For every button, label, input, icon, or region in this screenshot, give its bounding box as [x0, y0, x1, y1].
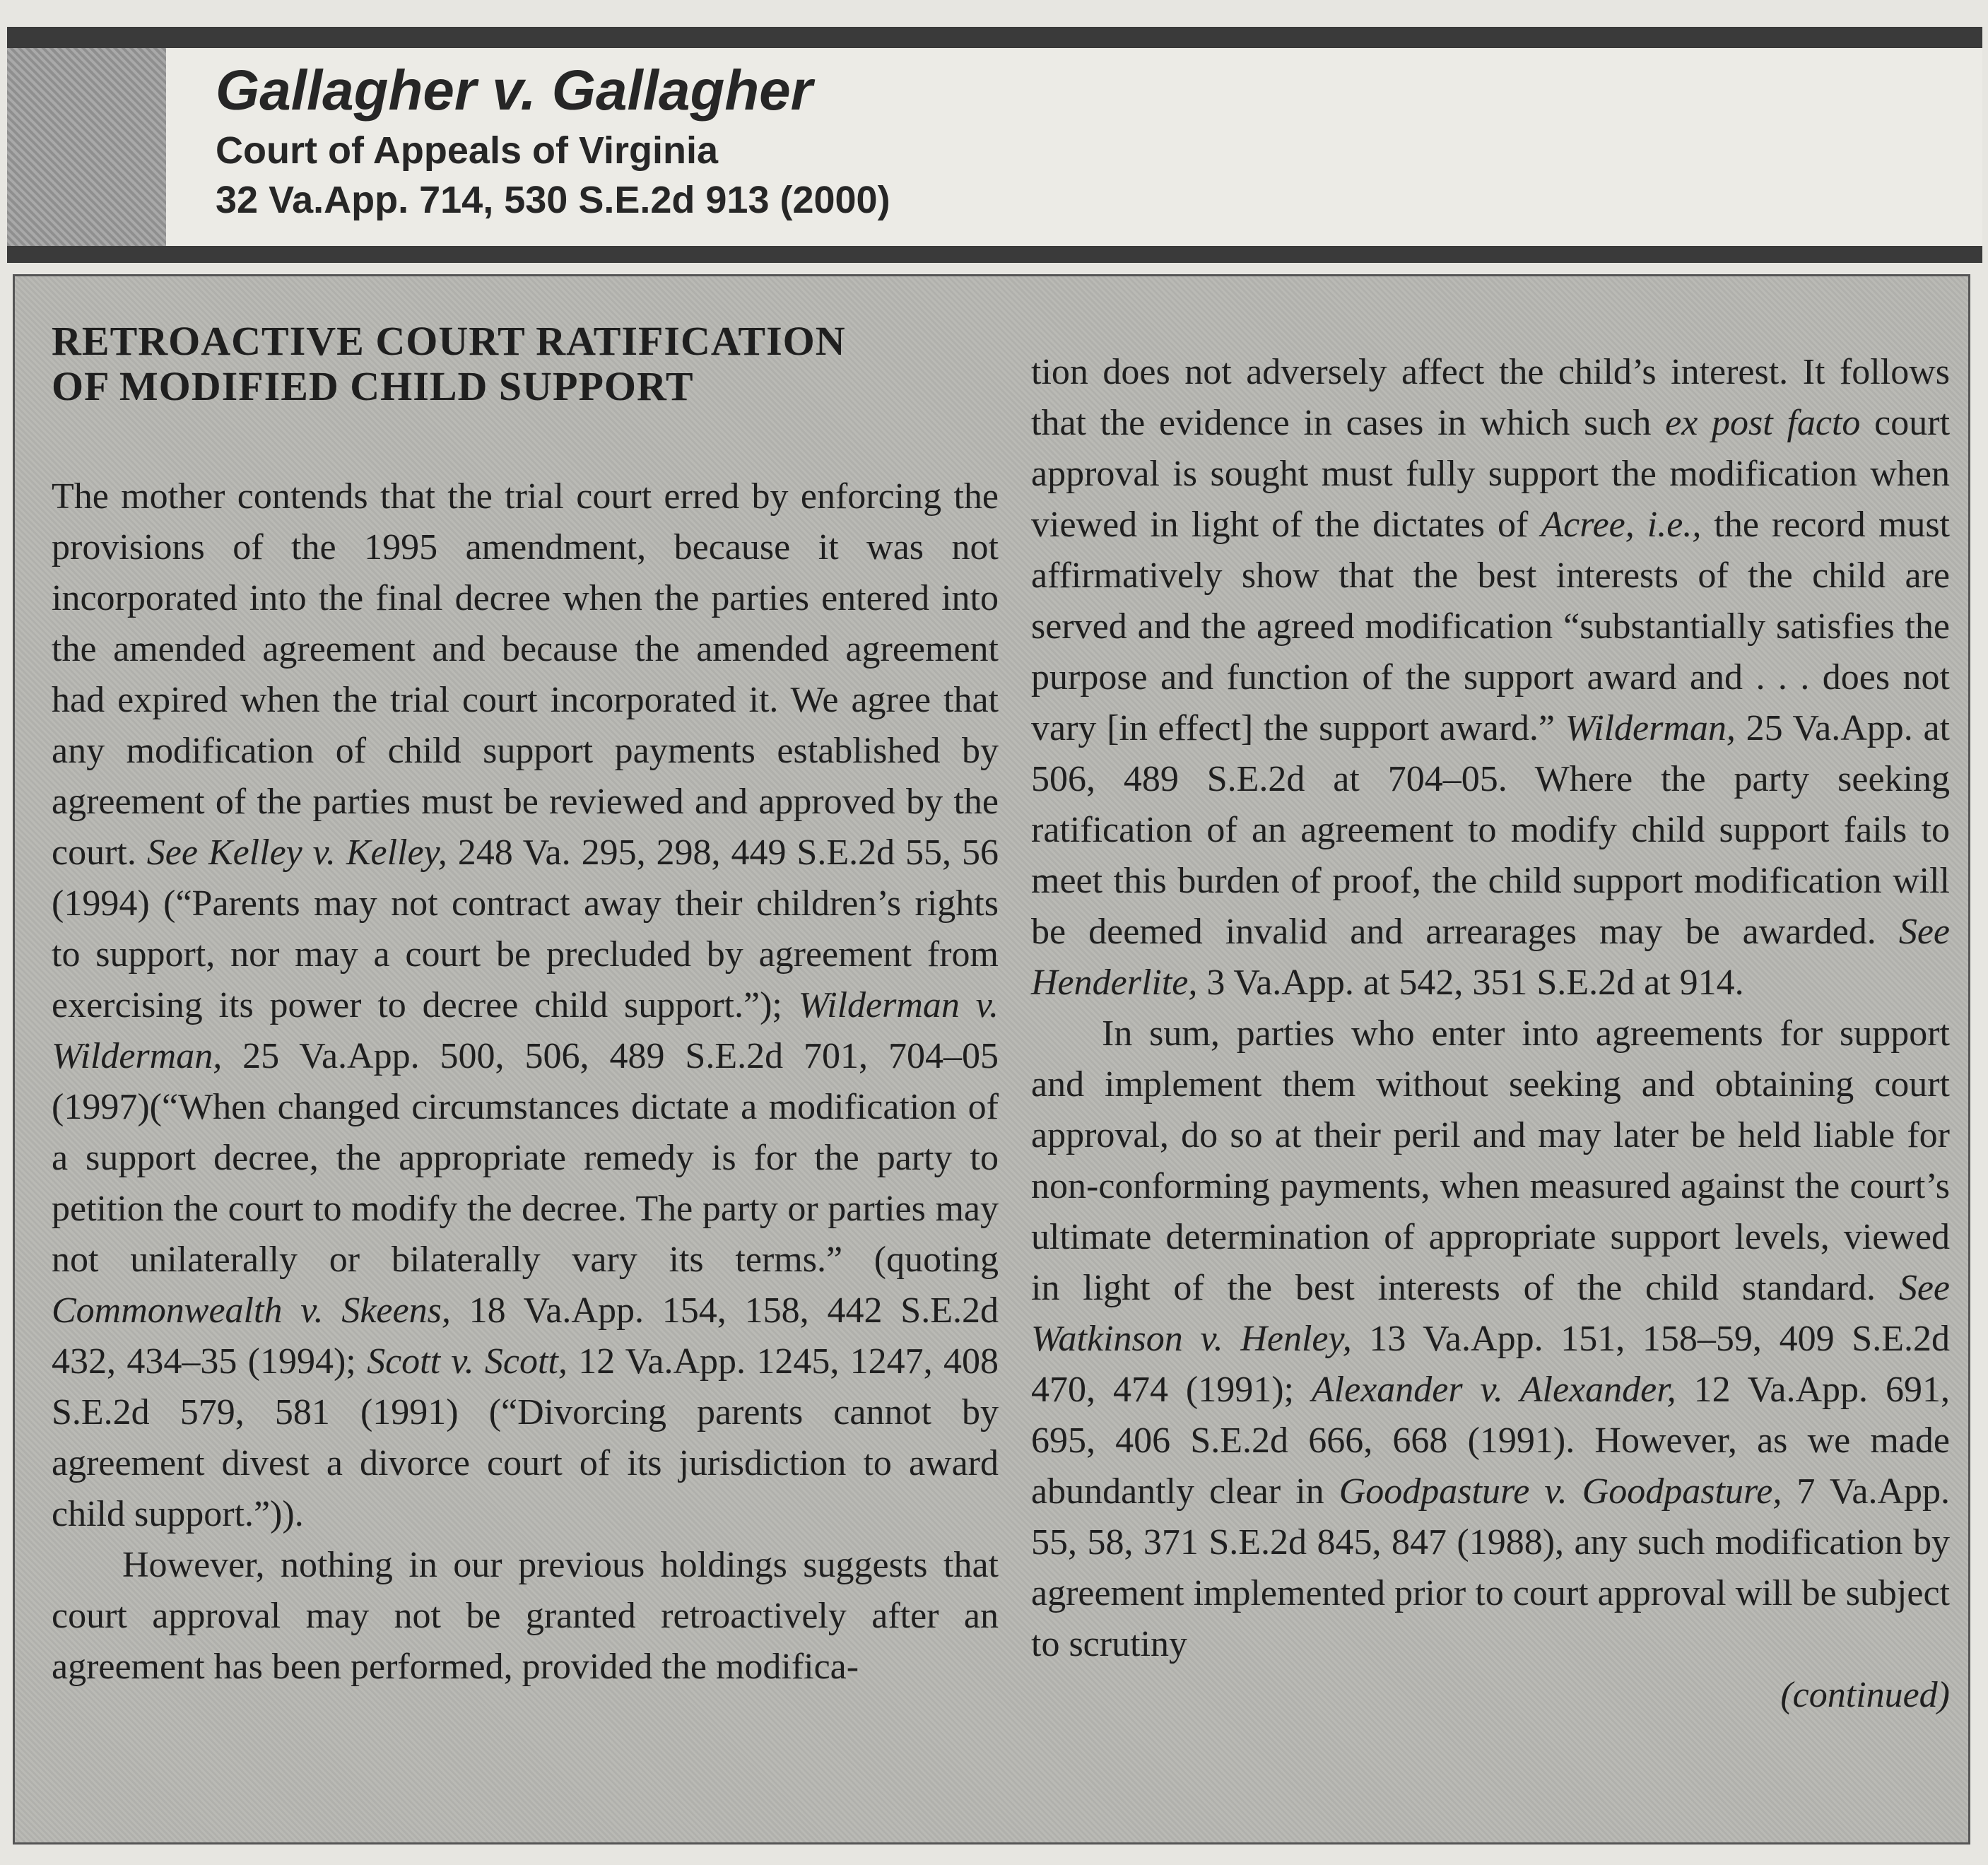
- header-bottom-rule: [7, 246, 1982, 263]
- text-run: The mother contends that the trial court erred by enforcing the provisions of the 1995 amendment, because it was not incorporated into the final decree when the parties entered into the amended agreement and because the amended agreement had expired when the trial court incorporated it. We agree that any modification of child support payments established by agreement of the parties must be reviewed and approved by the court.: [52, 476, 999, 873]
- latin-term: ex post facto: [1665, 403, 1861, 443]
- case-title: Gallagher v. Gallagher: [216, 59, 813, 122]
- text-run: 13 Va.App. 151, 158–59, 409 S.E.2d 470, 474 (1991);: [1031, 1319, 1950, 1410]
- header-stripe-decoration: [7, 48, 166, 246]
- text-run: 248 Va. 295, 298, 449 S.E.2d 55, 56 (1994) (“Parents may not contract away their children’s rights to support, nor may a court be precluded by agreement from exercising its power to decree child support.”);: [52, 833, 999, 1025]
- section-heading-line-1: RETROACTIVE COURT RATIFICATION: [52, 318, 846, 364]
- text-run: 25 Va.App. at 506, 489 S.E.2d at 704–05. Where the party seeking ratification of an agreement to modify child support fails to meet this burden of proof, the child support modification will be deemed invalid and arrearages may be awarded.: [1031, 708, 1950, 952]
- right-paragraph-2: [1031, 1008, 1950, 1670]
- continued-note: (continued): [1780, 1675, 1950, 1715]
- section-heading-line-2: OF MODIFIED CHILD SUPPORT: [52, 363, 694, 409]
- text-run: 12 Va.App. 691, 695, 406 S.E.2d 666, 668 (1991). However, as we made abundantly clear in: [1031, 1370, 1950, 1512]
- right-paragraph-1: [1031, 347, 1950, 1008]
- text-run: the record must affirmatively show that the best interests of the child are served and the agreed modification “substantially satisfies the purpose and function of the support award and . . . does not vary [in effect] the support award.”: [1031, 505, 1951, 748]
- text-run: tion does not adversely affect the child’s interest. It follows that the evidence in cases in which such: [1031, 352, 1950, 443]
- right-column: [1031, 347, 1950, 1721]
- case-header: [7, 48, 1982, 246]
- header-text-block: [216, 55, 890, 225]
- text-run: 25 Va.App. 500, 506, 489 S.E.2d 701, 704–05 (1997)(“When changed circumstances dictate a modification of a support decree, the appropriate remedy is for the party to petition the court to modify the decree. The party or parties may not unilaterally or bilaterally vary its terms.” (quoting: [52, 1036, 999, 1280]
- case-cite-wilderman-short: Wilderman,: [1565, 708, 1736, 748]
- text-run: 3 Va.App. at 542, 351 S.E.2d at 914.: [1197, 963, 1744, 1003]
- case-cite-wilderman: Wilderman v. Wilderman,: [52, 985, 999, 1076]
- case-cite-kelley: See Kelley v. Kelley,: [146, 833, 447, 873]
- case-cite-acree: Acree, i.e.,: [1541, 505, 1702, 545]
- case-cite-goodpasture: Goodpasture v. Goodpasture,: [1339, 1471, 1782, 1512]
- left-paragraph-1: [52, 471, 999, 1540]
- section-heading: [52, 319, 999, 409]
- court-name: Court of Appeals of Virginia: [216, 129, 719, 172]
- header-top-rule: [7, 27, 1982, 48]
- case-cite-watkinson: See Watkinson v. Henley,: [1031, 1268, 1950, 1359]
- case-citation: 32 Va.App. 714, 530 S.E.2d 913 (2000): [216, 179, 890, 221]
- case-excerpt-box: [13, 274, 1970, 1845]
- text-run: In sum, parties who enter into agreements for support and implement them without seeking and obtaining court approval, do so at their peril and may later be held liable for non-conforming payments, when measured against the court’s ultimate determination of appropriate support levels, viewed in light of the best interests of the child standard.: [1031, 1013, 1950, 1308]
- text-run: court approval is sought must fully support the modification when viewed in light of the dictates of: [1031, 403, 1951, 545]
- text-run: 18 Va.App. 154, 158, 442 S.E.2d 432, 434–35 (1994);: [52, 1290, 999, 1382]
- case-cite-alexander: Alexander v. Alexander,: [1311, 1370, 1676, 1410]
- text-run: 12 Va.App. 1245, 1247, 408 S.E.2d 579, 581 (1991) (“Divorcing parents cannot by agreement divest a divorce court of its jurisdiction to award child support.”)).: [52, 1341, 999, 1534]
- case-cite-scott: Scott v. Scott,: [367, 1341, 567, 1382]
- left-column: [52, 319, 999, 1693]
- left-paragraph-2: However, nothing in our previous holdings suggests that court approval may not be granted retroactively after an agreement has been performed, provided the modifica-: [52, 1545, 999, 1687]
- case-cite-skeens: Commonwealth v. Skeens,: [52, 1290, 451, 1331]
- text-run: 7 Va.App. 55, 58, 371 S.E.2d 845, 847 (1988), any such modification by agreement implemented prior to court approval will be subject to scrutiny: [1031, 1471, 1950, 1664]
- case-cite-henderlite: See Henderlite,: [1031, 912, 1950, 1003]
